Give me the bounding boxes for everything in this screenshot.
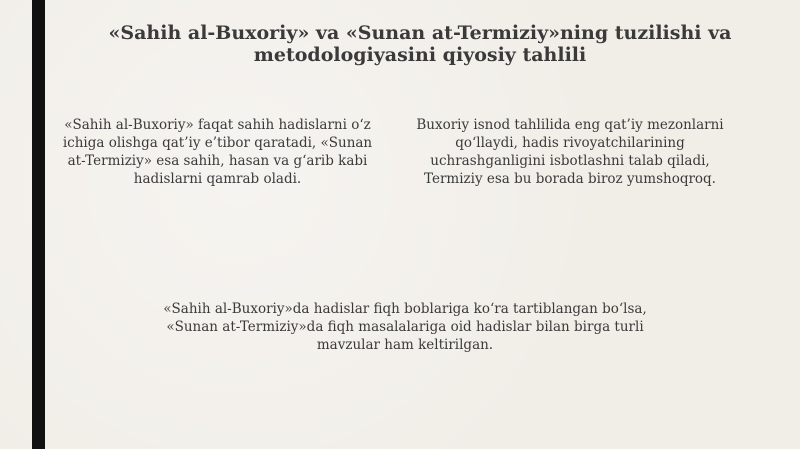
- left-accent-bar: [32, 0, 45, 449]
- paragraph-right: Buxoriy isnod tahlilida eng qat’iy mezonlarni qo‘llaydi, hadis rivoyatchilarining uchrashganligini isbotlashni talab qiladi, Termiziy esa bu borada biroz yumshoqroq.: [416, 117, 724, 187]
- paragraph-left: «Sahih al-Buxoriy» faqat sahih hadislarni o‘z ichiga olishga qat’iy e’tibor qaratadi, «Sunan at-Termiziy» esa sahih, hasan va g‘arib kabi hadislarni qamrab oladi.: [62, 117, 373, 187]
- paragraph-bottom: «Sahih al-Buxoriy»da hadislar fiqh boblariga ko‘ra tartiblangan bo‘lsa, «Sunan at-Termiziy»da fiqh masalalariga oid hadislar bilan birga turli mavzular ham keltirilgan.: [163, 301, 647, 353]
- slide-title: «Sahih al-Buxoriy» va «Sunan at-Termiziy»ning tuzilishi va metodologiyasini qiyosiy tahlili: [108, 22, 732, 66]
